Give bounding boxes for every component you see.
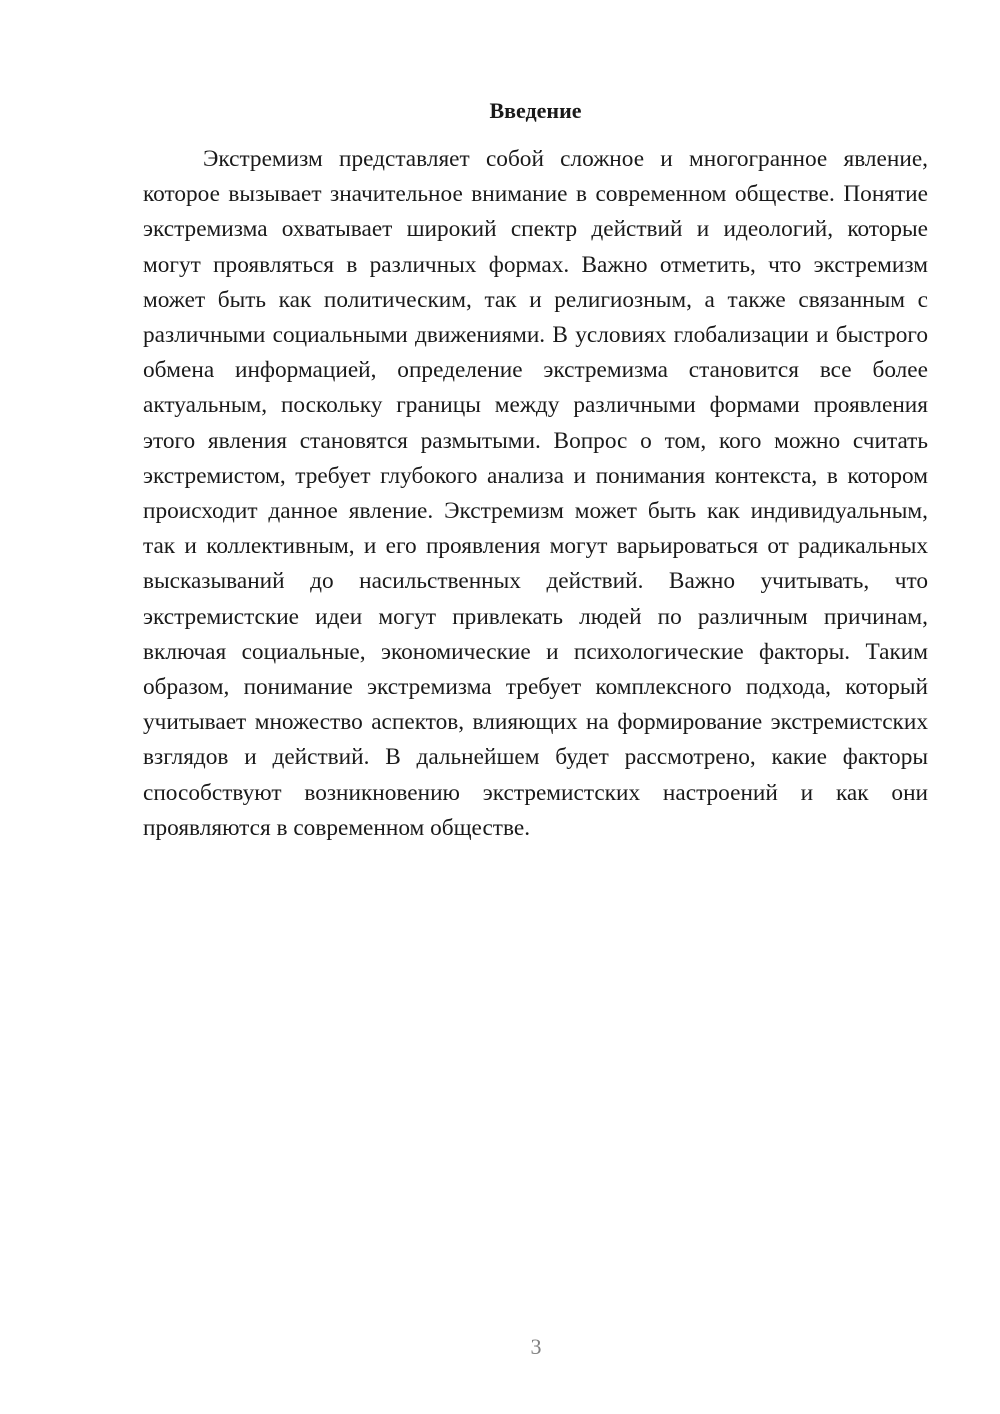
page-number: 3 [530, 1334, 542, 1359]
section-heading: Введение [489, 98, 582, 123]
body-paragraph: Экстремизм представляет собой сложное и многогранное явление, которое вызывает значительное внимание в современном обществе. Понятие экстремизма охватывает широкий спектр действий и идеологий, которые могут проявляться в различных формах. Важно отметить, что экстремизм может быть как политическим, так и религиозным, а также связанным с различными социальными движениями. В условиях глобализации и быстрого обмена информацией, определение экстремизма становится все более актуальным, поскольку границы между различными формами проявления этого явления становятся размытыми. Вопрос о том, кого можно считать экстремистом, требует глубокого анализа и понимания контекста, в котором происходит данное явление. Экстремизм может быть как индивидуальным, так и коллективным, и его проявления могут варьироваться от радикальных высказываний до насильственных действий. Важно учитывать, что экстремистские идеи могут привлекать людей по различным причинам, включая социальные, экономические и психологические факторы. Таким образом, понимание экстремизма требует комплексного подхода, который учитывает множество аспектов, влияющих на формирование экстремистских взглядов и действий. В дальнейшем будет рассмотрено, какие факторы способствуют возникновению экстремистских настроений и как они проявляются в современном обществе. [143, 146, 928, 841]
